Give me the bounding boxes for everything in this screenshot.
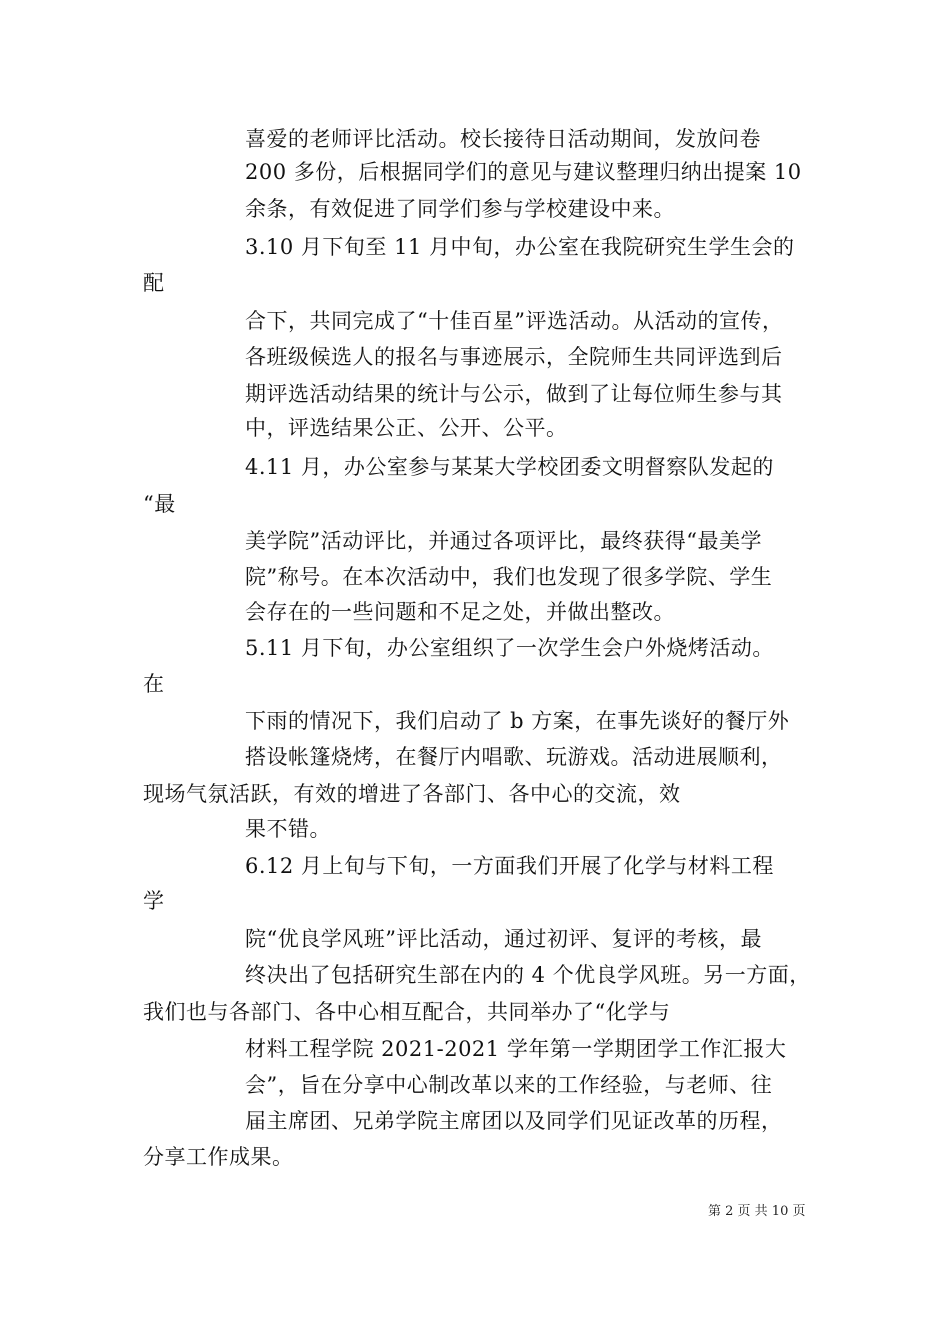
paragraph-line: 美学院”活动评比，并通过各项评比，最终获得“最美学 [245,529,762,553]
paragraph-line: 合下，共同完成了“十佳百星”评选活动。从活动的宣传， [245,309,784,333]
paragraph-line: 院”称号。在本次活动中，我们也发现了很多学院、学生 [245,565,773,589]
paragraph-line: 学 [143,889,165,913]
paragraph-line: 果不错。 [245,817,331,841]
paragraph-line: 喜爱的老师评比活动。校长接待日活动期间，发放问卷 [245,127,761,151]
paragraph-line: 期评选活动结果的统计与公示，做到了让每位师生参与其 [245,382,783,406]
paragraph-line: 会”，旨在分享中心制改革以来的工作经验，与老师、往 [245,1073,773,1097]
paragraph-line: 5.11 月下旬，办公室组织了一次学生会户外烧烤活动。 [245,636,774,660]
page-number-footer: 第 2 页 共 10 页 [708,1204,806,1219]
paragraph-line: 在 [143,672,165,696]
paragraph-line: 各班级候选人的报名与事迹展示，全院师生共同评选到后 [245,345,783,369]
paragraph-line: “最 [143,492,176,516]
paragraph-line: 届主席团、兄弟学院主席团以及同学们见证改革的历程， [245,1109,783,1133]
paragraph-line: 下雨的情况下，我们启动了 b 方案，在事先谈好的餐厅外 [245,709,790,733]
paragraph-line: 200 多份，后根据同学们的意见与建议整理归纳出提案 10 [245,160,802,184]
paragraph-line: 4.11 月，办公室参与某某大学校团委文明督察队发起的 [245,455,774,479]
paragraph-line: 配 [143,271,165,295]
paragraph-line: 余条，有效促进了同学们参与学校建设中来。 [245,197,675,221]
paragraph-line: 会存在的一些问题和不足之处，并做出整改。 [245,600,675,624]
paragraph-line: 终决出了包括研究生部在内的 4 个优良学风班。另一方面， [245,963,811,987]
paragraph-line: 材料工程学院 2021-2021 学年第一学期团学工作汇报大 [245,1037,787,1061]
paragraph-line: 我们也与各部门、各中心相互配合，共同举办了“化学与 [143,1000,671,1024]
paragraph-line: 现场气氛活跃，有效的增进了各部门、各中心的交流，效 [143,782,681,806]
paragraph-line: 3.10 月下旬至 11 月中旬，办公室在我院研究生学生会的 [245,235,795,259]
paragraph-line: 6.12 月上旬与下旬，一方面我们开展了化学与材料工程 [245,854,774,878]
paragraph-line: 中，评选结果公正、公开、公平。 [245,416,568,440]
paragraph-line: 分享工作成果。 [143,1145,294,1169]
paragraph-line: 院“优良学风班”评比活动，通过初评、复评的考核，最 [245,927,762,951]
paragraph-line: 搭设帐篷烧烤，在餐厅内唱歌、玩游戏。活动进展顺利， [245,745,783,769]
